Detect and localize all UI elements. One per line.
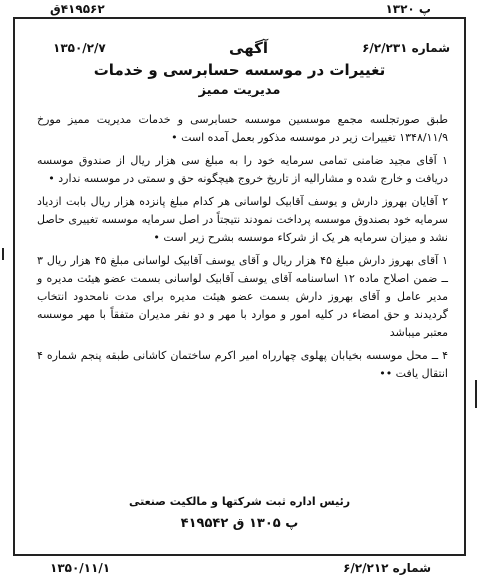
top-strip bbox=[0, 0, 481, 18]
registration-code: پ ۱۳۰۵ ق ۴۱۹۵۴۲ bbox=[180, 516, 299, 531]
notice-heading: تغییرات در موسسه حسابرسی و خدمات bbox=[93, 61, 386, 79]
notice-topline bbox=[15, 41, 464, 59]
paragraph-item-1: ۱ آقای مجید ضامنی تمامی سرمایه خود را به مبلغ سی هزار ریال از صندوق موسسه دریافت و خارج شده و مشارالیه از تاریخ خروج هیچگونه حق و سمتی در موسسه ندارد • bbox=[37, 154, 448, 185]
notice-title: آگهی bbox=[229, 39, 268, 57]
bottom-strip-right: شماره ۶/۲/۲۱۲ bbox=[343, 561, 431, 575]
column-rule-mark-right bbox=[475, 380, 477, 408]
notice-number: شماره ۶/۲/۲۳۱ bbox=[362, 41, 450, 55]
top-strip-left: ۴۱۹۵۶۲ق bbox=[50, 2, 105, 16]
notice-box bbox=[13, 17, 466, 556]
bottom-strip bbox=[0, 559, 481, 577]
paragraph-item-2: ۲ آقایان بهروز دارش و یوسف آقابیک لواسانی هر کدام مبلغ پانزده هزار ریال بابت ازدیاد سرمایه خود بصندوق موسسه پرداخت نمودند نتیجتاً در اصل سرمایه موسسه تغییری حاصل نشد و میزان سرمایه هر یک از شرکاء موسسه بشرح زیر است • bbox=[37, 195, 448, 244]
bottom-strip-left: ۱۳۵۰/۱۱/۱ bbox=[50, 561, 111, 575]
notice-date: ۱۳۵۰/۲/۷ bbox=[53, 41, 106, 55]
column-rule-mark-left bbox=[2, 248, 4, 260]
notice-body bbox=[37, 111, 448, 388]
paragraph-intro: طبق صورتجلسه مجمع موسسین موسسه حسابرسی و خدمات مدیریت ممیز مورخ ۱۳۴۸/۱۱/۹ تغییرات زیر در موسسه مذکور بعمل آمده است • bbox=[37, 113, 448, 144]
paragraph-item-3: ۱ آقای بهروز دارش مبلغ ۴۵ هزار ریال و آقای یوسف آقابیک لواسانی مبلغ ۴۵ هزار ریال ۳ ــ ضمن اصلاح ماده ۱۲ اساسنامه آقای یوسف آقابیک لواسانی بسمت عضو هیئت مدیره و مدیر عامل و آقای بهروز دارش بسمت عضو هیئت مدیره برای مدت نامحدود انتخاب گردیدند و حق امضاء در کلیه امور و موارد با مهر و دو نفر مدیران متفقاً با مهر موسسه معتبر میباشد bbox=[37, 254, 448, 339]
top-strip-right: پ ۱۳۲۰ bbox=[385, 2, 431, 16]
signature-line: رئیس اداره ثبت شرکتها و مالکیت صنعتی bbox=[128, 495, 351, 508]
notice-subheading: مدیریت ممیز bbox=[198, 83, 281, 98]
paragraph-item-4: ۴ ــ محل موسسه بخیابان پهلوی چهارراه امیر اکرم ساختمان کاشانی طبقه پنجم شماره ۴ انتقال یافت •• bbox=[37, 349, 448, 380]
